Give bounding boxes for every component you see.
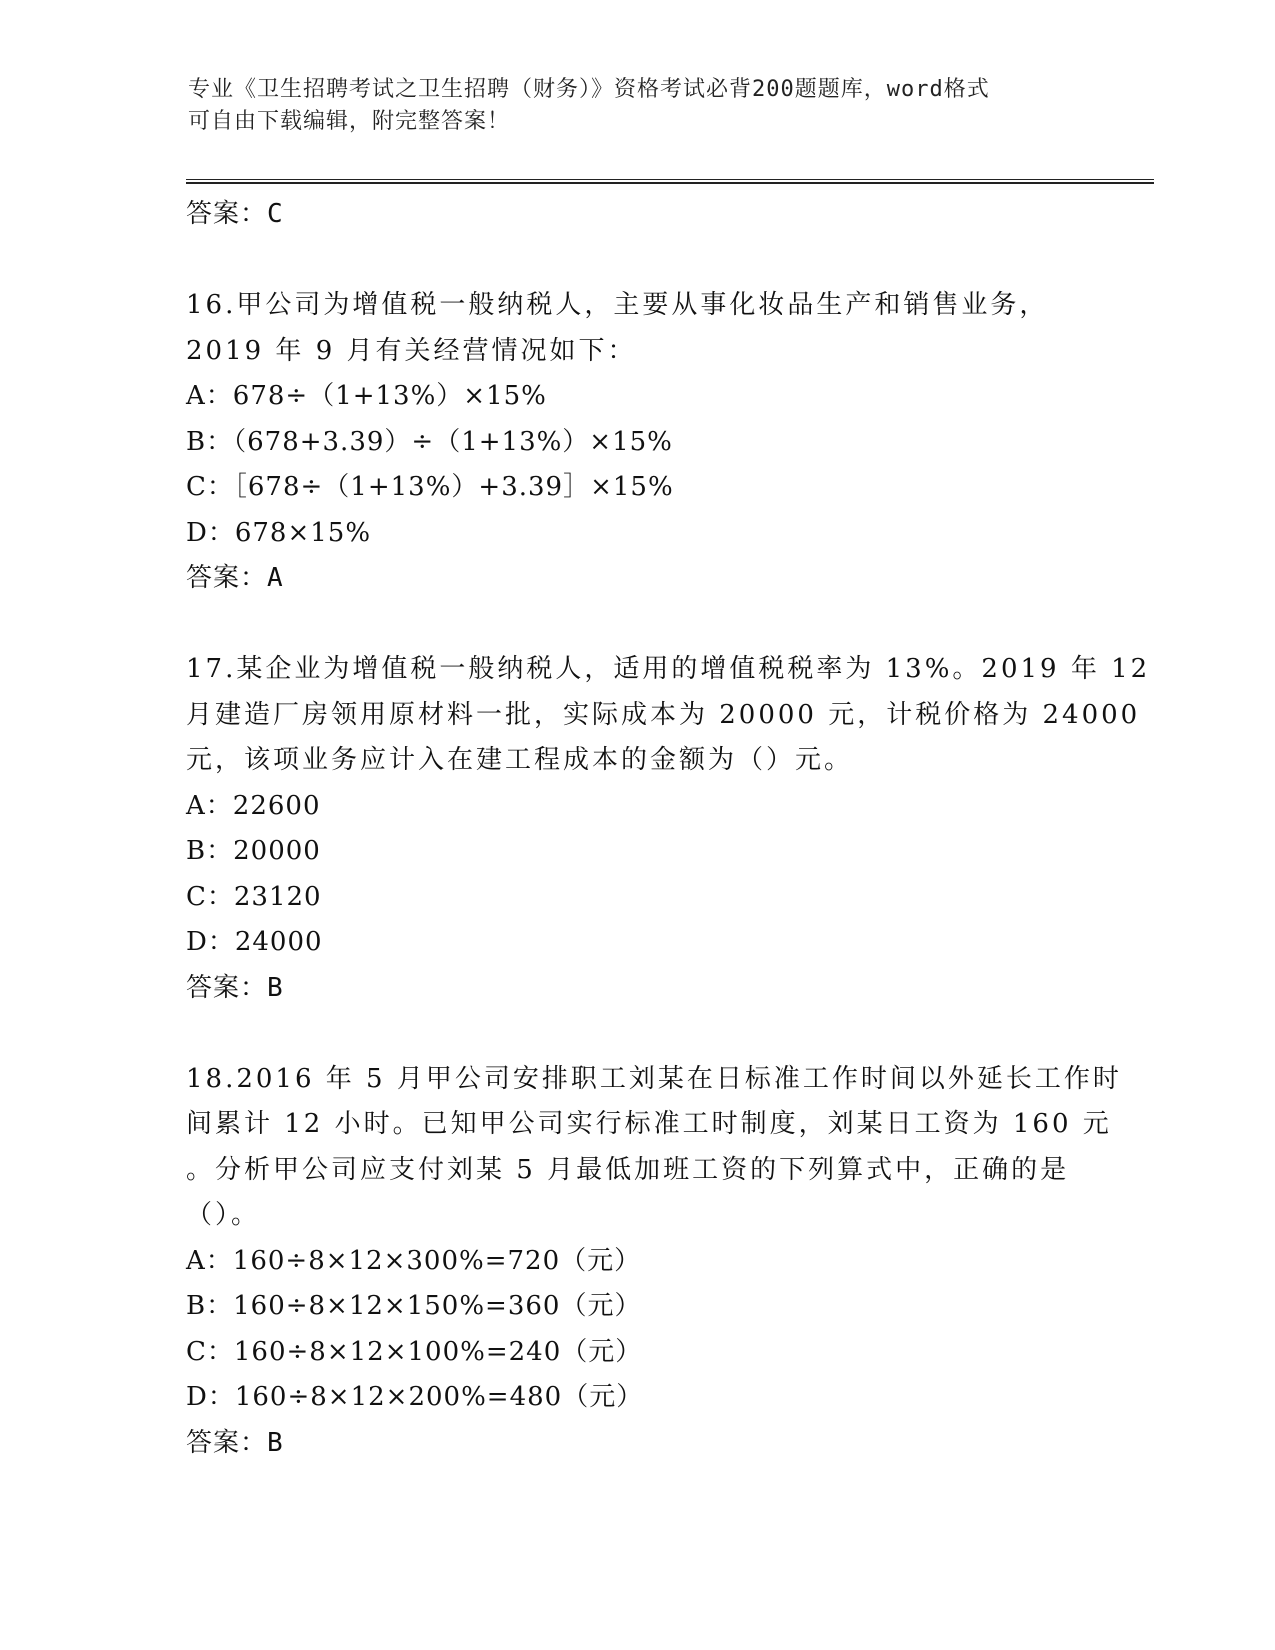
question-text: 元，该项业务应计入在建工程成本的金额为（）元。 bbox=[186, 745, 854, 775]
option-line: A：160÷8×12×300%=720（元） bbox=[186, 1245, 642, 1276]
option-line: B：20000 bbox=[186, 836, 321, 866]
option-line: A：678÷（1+13%）×15% bbox=[186, 381, 547, 411]
option-line: D：24000 bbox=[186, 927, 323, 957]
option-line: A：22600 bbox=[186, 790, 321, 821]
answer-line: 答案：A bbox=[186, 563, 284, 593]
option-line: B：160÷8×12×150%=360（元） bbox=[186, 1291, 642, 1321]
question-text: 18.2016 年 5 月甲公司安排职工刘某在日标准工作时间以外延长工作时 bbox=[186, 1063, 1122, 1094]
question-text: 。分析甲公司应支付刘某 5 月最低加班工资的下列算式中，正确的是 bbox=[186, 1154, 1070, 1185]
question-text: 2019 年 9 月有关经营情况如下： bbox=[186, 335, 637, 366]
question-text: 16.甲公司为增值税一般纳税人，主要从事化妆品生产和销售业务， bbox=[186, 290, 1049, 320]
spacer bbox=[186, 238, 1086, 284]
option-line: B：（678+3.39）÷（1+13%）×15% bbox=[186, 426, 673, 457]
question-content bbox=[186, 192, 1151, 1466]
header-line-1: 专业《卫生招聘考试之卫生招聘（财务）》资格考试必背200题题库，word格式 bbox=[188, 77, 990, 102]
header-divider bbox=[186, 179, 1154, 184]
spacer bbox=[186, 1011, 1086, 1057]
spacer bbox=[186, 602, 1086, 648]
question-text: 月建造厂房领用原材料一批，实际成本为 20000 元，计税价格为 24000 bbox=[186, 699, 1141, 730]
question-text: 间累计 12 小时。已知甲公司实行标准工时制度，刘某日工资为 160 元 bbox=[186, 1109, 1112, 1139]
option-line: C：160÷8×12×100%=240（元） bbox=[186, 1336, 643, 1367]
option-line: C：［678÷（1+13%）+3.39］×15% bbox=[186, 472, 674, 502]
document-header bbox=[188, 74, 1088, 138]
header-line-2: 可自由下载编辑，附完整答案！ bbox=[188, 109, 511, 134]
answer-line: 答案：C bbox=[186, 199, 284, 229]
question-text: 17.某企业为增值税一般纳税人，适用的增值税税率为 13%。2019 年 12 bbox=[186, 654, 1151, 684]
question-text: （）。 bbox=[186, 1200, 261, 1230]
option-line: D：678×15% bbox=[186, 517, 372, 548]
option-line: C：23120 bbox=[186, 881, 322, 912]
option-line: D：160÷8×12×200%=480（元） bbox=[186, 1382, 644, 1412]
answer-line: 答案：B bbox=[186, 972, 284, 1003]
answer-line: 答案：B bbox=[186, 1427, 284, 1458]
